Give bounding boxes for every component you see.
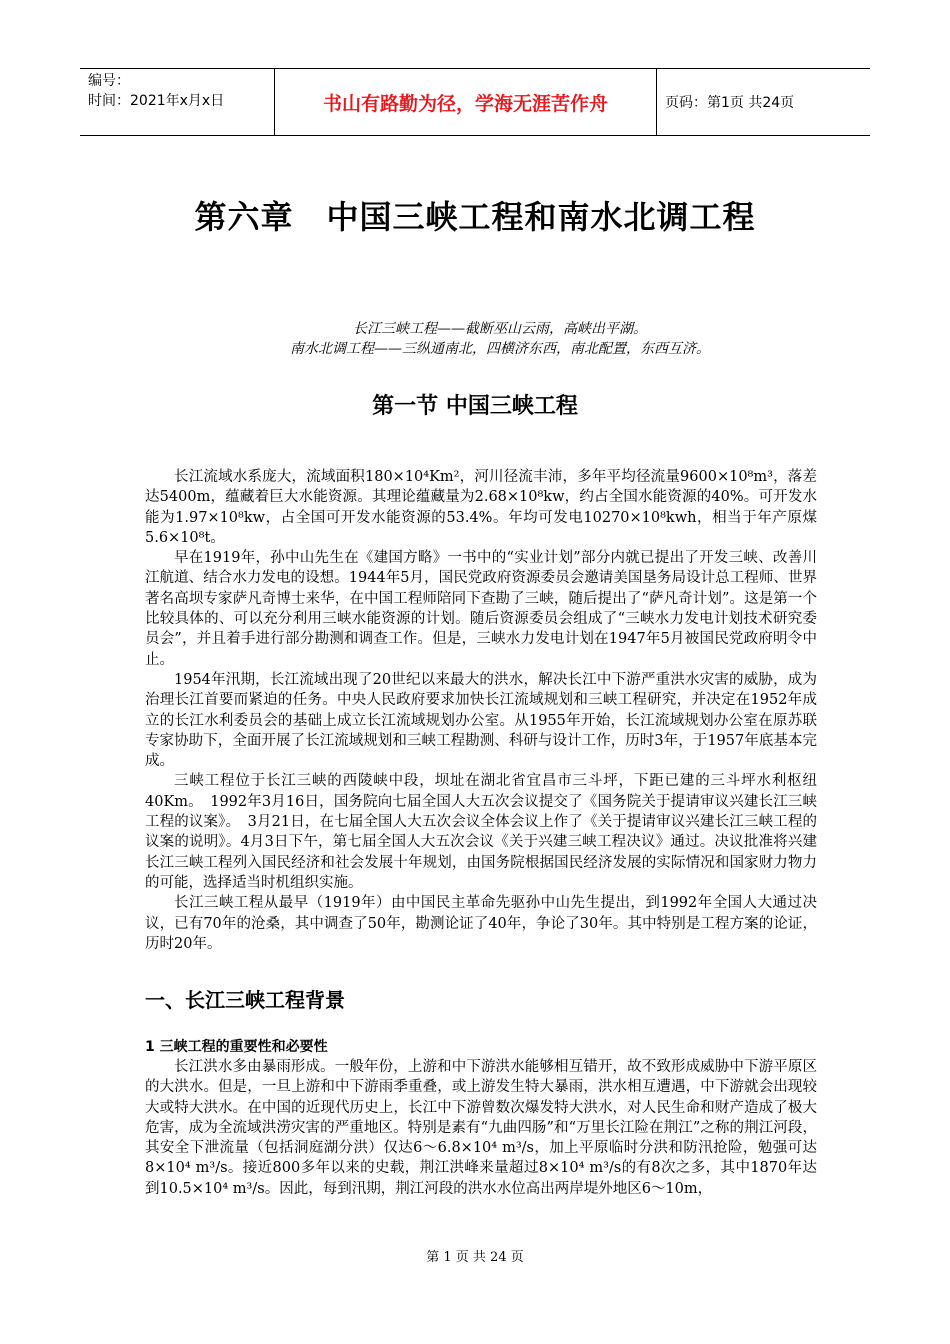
page-info: 页码：第1页 共24页 [665,95,795,111]
number-label: 编号： [88,73,130,89]
page-header [80,68,870,136]
page-footer: 第 1 页 共 24 页 [426,1250,524,1265]
header-motto-cell [275,69,657,135]
paragraph: 长江三峡工程从最早（1919年）由中国民主革命先驱孙中山先生提出，到1992年全国人大通过决议，已有70年的沧桑，其中调查了50年，勘测论证了40年，争论了30年。其中特别是工程方案的论证，历时20年。 [145,895,817,952]
epigraph-line: 长江三峡工程——截断巫山云雨，高峡出平湖。 [353,321,647,337]
paragraph: 长江洪水多由暴雨形成。一般年份，上游和中下游洪水能够相互错开，故不致形成威胁中下游平原区的大洪水。但是，一旦上游和中下游雨季重叠，或上游发生特大暴雨，洪水相互遭遇，中下游就会出现较大或特大洪水。在中国的近现代历史上，长江中下游曾数次爆发特大洪水，对人民生命和财产造成了极大危害，成为全流域洪涝灾害的严重地区。特别是素有“九曲四肠”和“万里长江险在荆江”之称的荆江河段，其安全下泄流量（包括洞庭湖分洪）仅达6～6.8×10⁴ m³/s，加上平原临时分洪和防汛抢险，勉强可达8×10⁴ m³/s。接近800多年以来的史载，荆江洪峰来量超过8×10⁴ m³/s的有8次之多，其中1870年达到10.5×10⁴ m³/s。因此，每到汛期，荆江河段的洪水水位高出两岸堤外地区6～10m， [145,1059,817,1197]
subsection-title: 一、长江三峡工程背景 [145,988,345,1012]
paragraph: 早在1919年，孙中山先生在《建国方略》一书中的“实业计划”部分内就已提出了开发三峡、改善川江航道、结合水力发电的设想。1944年5月，国民党政府资源委员会邀请美国垦务局设计总工程师、世界著名高坝专家萨凡奇博士来华，在中国工程师陪同下查勘了三峡，随后提出了“萨凡奇计划”。这是第一个比较具体的、可以充分利用三峡水能资源的计划。随后资源委员会组成了“三峡水力发电计划技术研究委员会”，并且着手进行部分勘测和调查工作。但是，三峡水力发电计划在1947年5月被国民党政府明令中止。 [145,550,817,668]
header-meta [80,69,275,135]
body-text-2 [145,1057,817,1199]
chapter-title: 第六章 中国三峡工程和南水北调工程 [194,198,756,236]
paragraph: 三峡工程位于长江三峡的西陵峡中段，坝址在湖北省宜昌市三斗坪，下距已建的三斗坪水利枢纽40Km。 1992年3月16日，国务院向七届全国人大五次会议提交了《国务院关于提请审议兴建长江三峡工程的议案》。 3月21日，在七届全国人大五次会议全体会议上作了《关于提请审议兴建长江三峡工程的议案的说明》。4月3日下午，第七届全国人大五次会议《关于兴建三峡工程决议》通过。决议批准将兴建长江三峡工程列入国民经济和社会发展十年规划，由国务院根据国民经济发展的实际情况和国家财力物力的可能，选择适当时机组织实施。 [145,773,817,891]
section-title: 第一节 中国三峡工程 [372,394,578,419]
paragraph: 长江流域水系庞大，流域面积180×10⁴Km²，河川径流丰沛，多年平均径流量9600×10⁸m³，落差达5400m，蕴藏着巨大水能资源。其理论蕴藏量为2.68×10⁸kw，约占全国水能资源的40%。可开发水能为1.97×10⁸kw，占全国可开发水能资源的53.4%。年均可发电10270×10⁸kwh，相当于年产原煤5.6×10⁸t。 [145,469,817,546]
epigraph-line: 南水北调工程——三纵通南北，四横济东西，南北配置，东西互济。 [290,341,710,357]
body-text [145,467,817,954]
subsubsection-title: 1 三峡工程的重要性和必要性 [145,1039,328,1055]
paragraph: 1954年汛期，长江流域出现了20世纪以来最大的洪水，解决长江中下游严重洪水灾害的威胁，成为治理长江首要而紧迫的任务。中央人民政府要求加快长江流域规划和三峡工程研究，并决定在1952年成立的长江水利委员会的基础上成立长江流域规划办公室。从1955年开始，长江流域规划办公室在原苏联专家协助下，全面开展了长江流域规划和三峡工程勘测、科研与设计工作，历时3年，于1957年底基本完成。 [145,671,817,770]
time-label: 时间：2021年x月x日 [88,93,225,109]
motto: 书山有路勤为径，学海无涯苦作舟 [322,92,608,115]
